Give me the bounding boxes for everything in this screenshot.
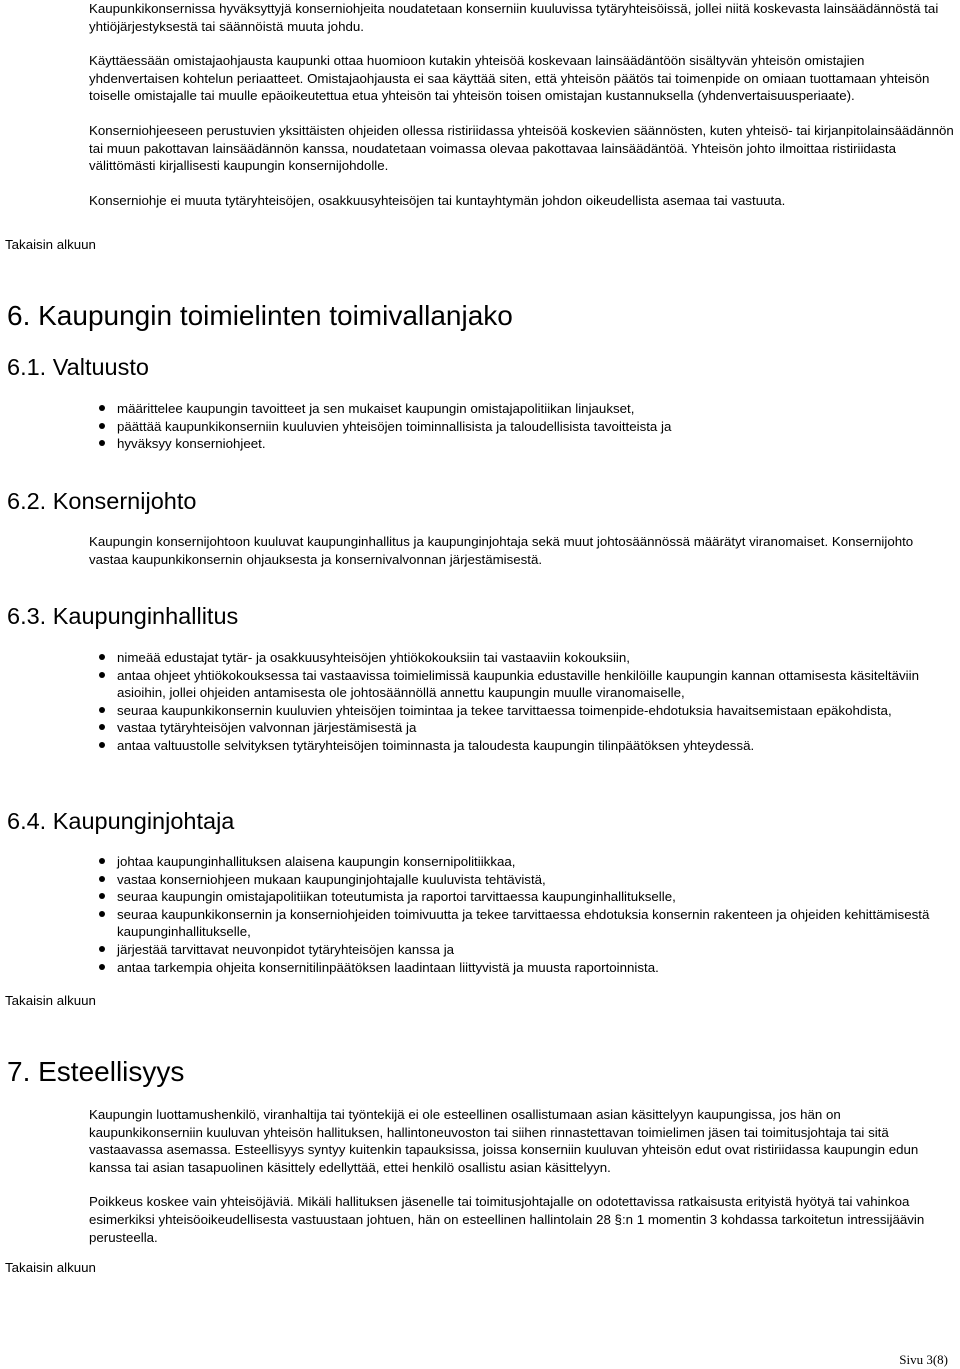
list-item: seuraa kaupungin omistajapolitiikan toteutumista ja raportoi tarvittaessa kaupunginhallitukselle, <box>117 888 957 906</box>
list-item: antaa tarkempia ohjeita konsernitilinpäätöksen laadintaan liittyvistä ja muusta raportoinnista. <box>117 959 957 977</box>
valtuusto-list <box>117 400 957 453</box>
intro-paragraph-2: Käyttäessään omistajaohjausta kaupunki ottaa huomioon kutakin yhteisöä koskevaan lainsäädäntöön sisältyvän yhteisön omistajien yhdenvertaisen kohtelun periaatteet. Omistajaohjausta ei saa käyttää siten, että yhteisön päätös tai toimenpide on omiaan tuottamaan yhteisön toiselle omistajalle tai muulle epäoikeutettua etua yhteisön tai yhteisön toisen omistajan kustannuksella (yhdenvertaisuusperiaate). <box>89 53 930 104</box>
list-item: seuraa kaupunkikonsernin kuuluvien yhteisöjen toimintaa ja tekee tarvittaessa toimenpide-ehdotuksia havaitsemistaan epäkohdista, <box>117 702 957 720</box>
esteellisyys-paragraph-2: Poikkeus koskee vain yhteisöjäviä. Mikäli hallituksen jäsenelle tai toimitusjohtajalle on odotettavissa ratkaisusta erityistä hyötyä tai vahinkoa esimerkiksi yhteisöoikeudellisesta vastuustaan johtuen, hän on esteellinen hallintolain 28 §:n 1 momentin 3 kohdassa tarkoitetun intressijäävin perusteella. <box>89 1194 925 1245</box>
kaupunginjohtaja-title: 6.4. Kaupunginjohtaja <box>7 808 235 834</box>
list-item: vastaa konserniohjeen mukaan kaupunginjohtajalle kuuluvista tehtävistä, <box>117 871 957 889</box>
list-item: seuraa kaupunkikonsernin ja konserniohjeiden toimivuutta ja tekee tarvittaessa ehdotuksia konsernin rakenteen ja ohjeiden kehittämisestä kaupunginhallitukselle, <box>117 906 957 941</box>
valtuusto-title: 6.1. Valtuusto <box>7 354 149 380</box>
intro-paragraph-1: Kaupunkikonsernissa hyväksyttyjä konserniohjeita noudatetaan konserniin kuuluvissa tytäryhteisöissä, jollei niitä koskevasta lainsäädännöstä tai yhtiöjärjestyksestä tai säännöistä muuta johdu. <box>89 1 939 34</box>
konsernijohto-title: 6.2. Konsernijohto <box>7 488 197 514</box>
list-item: järjestää tarvittavat neuvonpidot tytäryhteisöjen kanssa ja <box>117 941 957 959</box>
back-to-top-link[interactable]: Takaisin alkuun <box>5 993 96 1008</box>
esteellisyys-paragraph-1: Kaupungin luottamushenkilö, viranhaltija tai työntekijä ei ole esteellinen osallistumaan asian käsittelyyn kaupungissa, jos hän on kaupunkikonserniin kuuluvan yhteisön hallituksen, hallintoneuvoston tai siihen rinnastettavan toimielimen jäsen tai toimitusjohtaja tai sitä vastaavassa asemassa. Esteellisyys syntyy kuitenkin tapauksissa, joissa konserniin kuuluvan yhteisön edut ovat ristiriidassa kaupungin edun kanssa tai asian tasapuolinen käsittely edellyttää, ettei henkilö osallistu asian käsittelyyn. <box>89 1107 919 1175</box>
kaupunginhallitus-title: 6.3. Kaupunginhallitus <box>7 603 239 629</box>
list-item: antaa ohjeet yhtiökokouksessa tai vastaavissa toimielimissä kaupunkia edustaville henkilöille kaupungin kannan ottamisesta käsiteltäviin asioihin, jollei ohjeiden antamisesta ole johtosäännöllä annettu kaupungin muulle viranomaiselle, <box>117 667 957 702</box>
back-to-top-link[interactable]: Takaisin alkuun <box>5 237 96 252</box>
konsernijohto-text: Kaupungin konsernijohtoon kuuluvat kaupunginhallitus ja kaupunginjohtaja sekä muut johtosäännössä määrätyt viranomaiset. Konsernijohto vastaa kaupunkikonsernin ohjauksesta ja konsernivalvonnan järjestämisestä. <box>89 534 914 567</box>
intro-paragraph-3: Konserniohjeeseen perustuvien yksittäisten ohjeiden ollessa ristiriidassa yhteisöä koskevien säännösten, kuten yhteisö- tai kirjanpitolainsäädännön tai muun pakottavan lainsäädännön kanssa, noudatetaan voimassa olevaa pakottavaa lainsäädäntöä. Yhteisön johto ilmoittaa ristiriidasta välittömästi kirjallisesti kaupungin konsernijohdolle. <box>89 122 954 174</box>
back-to-top-link[interactable]: Takaisin alkuun <box>5 1260 96 1275</box>
section-7-title: 7. Esteellisyys <box>7 1056 185 1087</box>
esteellisyys-block <box>89 1106 955 1246</box>
list-item: määrittelee kaupungin tavoitteet ja sen mukaiset kaupungin omistajapolitiikan linjaukset, <box>117 400 957 418</box>
section-6-title: 6. Kaupungin toimielinten toimivallanjako <box>7 300 513 331</box>
kaupunginjohtaja-list <box>117 853 957 976</box>
intro-paragraph-4: Konserniohje ei muuta tytäryhteisöjen, osakkuusyhteisöjen tai kuntayhtymän johdon oikeudellista asemaa tai vastuuta. <box>89 192 786 208</box>
list-item: päättää kaupunkikonserniin kuuluvien yhteisöjen toiminnallisista ja taloudellisista tavoitteista ja <box>117 418 957 436</box>
kaupunginhallitus-list <box>117 649 957 755</box>
list-item: antaa valtuustolle selvityksen tytäryhteisöjen toiminnasta ja taloudesta kaupungin tilinpäätöksen yhteydessä. <box>117 737 957 755</box>
list-item: hyväksyy konserniohjeet. <box>117 435 957 453</box>
page-number: Sivu 3(8) <box>899 1352 948 1367</box>
list-item: vastaa tytäryhteisöjen valvonnan järjestämisestä ja <box>117 719 957 737</box>
intro-block <box>89 0 955 209</box>
list-item: nimeää edustajat tytär- ja osakkuusyhteisöjen yhtiökokouksiin tai vastaaviin kokouksiin, <box>117 649 957 667</box>
list-item: johtaa kaupunginhallituksen alaisena kaupungin konsernipolitiikkaa, <box>117 853 957 871</box>
